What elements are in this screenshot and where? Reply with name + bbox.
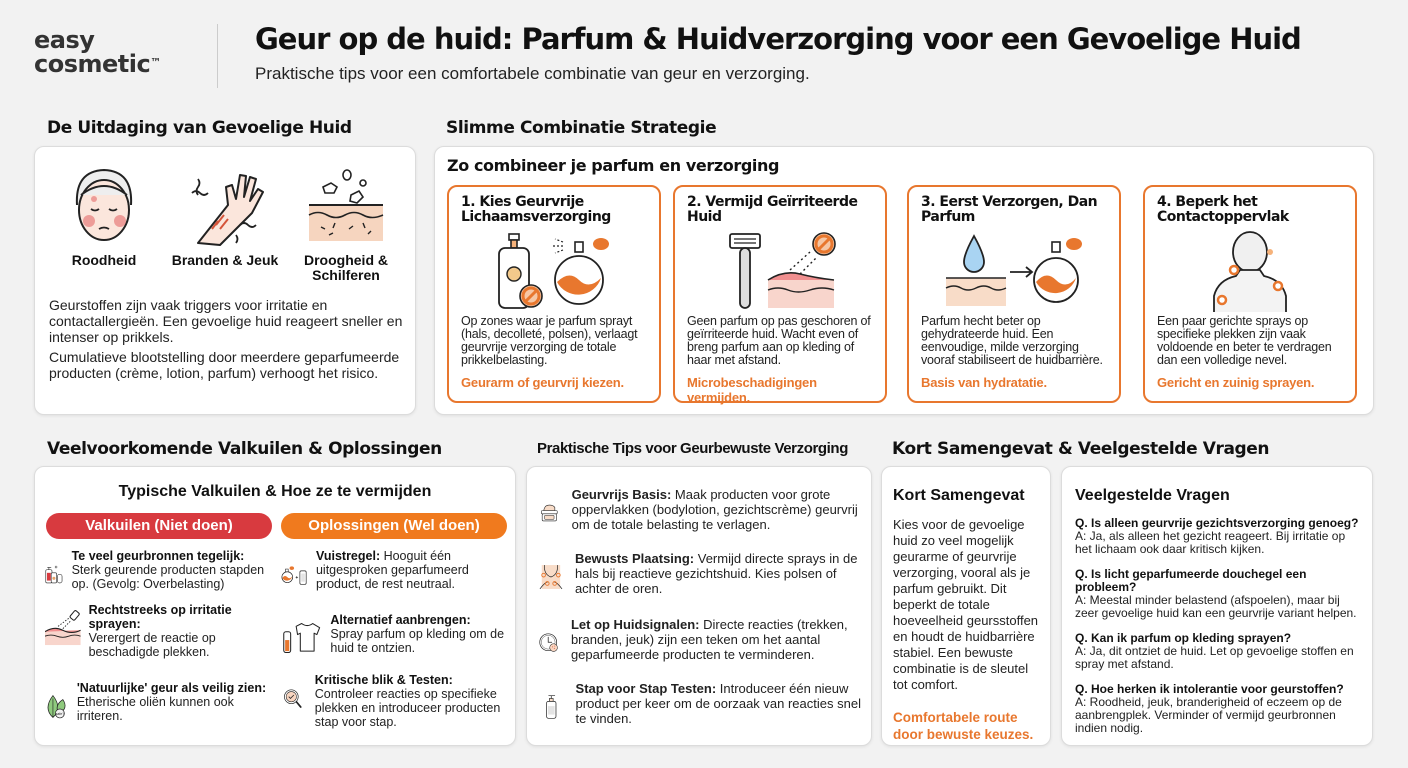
dont-header-pill: Valkuilen (Niet doen) <box>46 513 272 539</box>
pitfall-item <box>45 603 275 659</box>
svg-text:+: + <box>295 575 299 581</box>
tip-text: Maak producten voor grote oppervlakken (bodylotion, gezichtscrème) geurvrij om de totale belasting te verlagen. <box>571 487 858 532</box>
faq-question: Q. Is licht geparfumeerde douchegel een probleem? <box>1075 567 1307 594</box>
header-divider <box>217 24 218 88</box>
pitfall-text: Verergert de reactie op beschadigde plekken. <box>88 631 216 659</box>
step-title: 3. Eerst Verzorgen, Dan Parfum <box>921 194 1098 225</box>
page-subtitle: Praktische tips voor een comfortabele combinatie van geur en verzorging. <box>255 64 810 83</box>
red-face-icon <box>69 165 139 247</box>
pitfall-text: Sterk geurende producten stapden op. (Gevolg: Overbelasting) <box>71 563 265 591</box>
symptom-label: Roodheid <box>71 252 137 268</box>
tip-title: Bewusts Plaatsing: <box>574 551 695 566</box>
fragrance-free-lotion-icon <box>489 230 619 312</box>
logo-line1: easy <box>34 26 95 54</box>
solution-title: Vuistregel: <box>315 549 381 563</box>
step-title: 4. Beperk het Contactoppervlak <box>1157 194 1289 225</box>
strategy-heading: Slimme Combinatie Strategie <box>446 118 717 138</box>
faq-answer: A: Ja, als alleen het gezicht reageert. Bij irritatie op het lichaam ook daar kritisch kijken. <box>1075 529 1346 556</box>
solution-title: Kritische blik & Testen: <box>314 673 453 687</box>
challenge-card <box>34 146 416 415</box>
itchy-arm-icon <box>184 165 266 247</box>
svg-text:safe?: safe? <box>55 711 65 716</box>
step-footer: Geurarm of geurvrij kiezen. <box>461 375 624 390</box>
faq-answer: A: Meestal minder belastend (afspoelen), maar bij zeer gevoelige huid kan een geurvrije variant helpen. <box>1075 593 1357 620</box>
pitfall-title: 'Natuurlijke' geur als veilig zien: <box>76 681 267 695</box>
symptom-label: Droogheid & Schilferen <box>304 252 388 283</box>
tip-title: Geurvrijs Basis: <box>571 487 672 502</box>
faq-question: Q. Is alleen geurvrije gezichtsverzorging genoeg? <box>1075 516 1359 530</box>
step-title: 1. Kies Geurvrije Lichaamsverzorging <box>461 194 611 225</box>
tip-text: Directe reacties (trekken, branden, jeuk) zijn een teken om het aantal geparfumeerde producten te verminderen. <box>570 617 848 662</box>
pitfalls-subheading: Typische Valkuilen & Hoe ze te vermijden <box>118 483 432 500</box>
challenge-paragraph-1: Geurstoffen zijn vaak triggers voor irritatie en contactallergieën. Een gevoelige huid reageert sneller en intenser op prikkels. <box>49 297 403 345</box>
brand-logo <box>34 28 161 76</box>
step-footer: Basis van hydratatie. <box>921 375 1047 390</box>
faq-question: Q. Hoe herken ik intolerantie voor geurstoffen? <box>1075 682 1344 696</box>
summary-title: Kort Samengevat <box>893 487 1025 504</box>
tip-item <box>539 681 869 733</box>
pitfalls-heading: Veelvoorkomende Valkuilen & Oplossingen <box>47 439 442 459</box>
multiple-scented-products-icon <box>45 549 64 599</box>
tip-item <box>539 487 869 539</box>
tip-text: Introduceer één nieuw product per keer om de oorzaak van reacties snel te vinden. <box>575 681 861 726</box>
magnifier-check-icon <box>281 673 307 723</box>
pitfall-title: Rechtstreeks op irritatie sprayen: <box>88 603 232 631</box>
strategy-card <box>434 146 1374 415</box>
symptom-dryness <box>291 165 401 283</box>
natural-leaf-safe-question-icon <box>45 681 69 731</box>
solution-item <box>281 673 511 729</box>
page-title: Geur op de huid: Parfum & Huidverzorging voor een Gevoelige Huid <box>255 22 1301 56</box>
clock-skin-signal-icon <box>539 617 559 669</box>
step-footer: Microbeschadigingen vermijden. <box>687 375 817 405</box>
faq-item <box>1075 632 1359 671</box>
faq-card <box>1061 466 1373 746</box>
summary-heading: Kort Samengevat & Veelgestelde Vragen <box>892 439 1270 459</box>
faq-answer: A: Roodheid, jeuk, branderigheid of eczeem op de aanbrengplek. Verminder of vermijd geurbronnen indien nodig. <box>1075 695 1342 735</box>
faq-question: Q. Kan ik parfum op kleding sprayen? <box>1075 631 1292 645</box>
tip-text: Vermijd directe sprays in de hals bij reactieve gezichtshuid. Kies polsen of achter de oren. <box>574 551 858 596</box>
solution-text: Hooguit één uitgesproken geparfumeerd product, de rest neutraal. <box>315 549 469 591</box>
challenge-heading: De Uitdaging van Gevoelige Huid <box>47 118 352 138</box>
step-text: Parfum hecht beter op gehydrateerde huid. Een eenvoudige, milde verzorging vooraf stabiliseert de huidbarrière. <box>921 314 1103 367</box>
symptom-label: Branden & Jeuk <box>171 252 279 268</box>
solution-item <box>281 549 511 599</box>
tips-card <box>526 466 872 746</box>
pump-bottle-icon <box>539 681 564 733</box>
summary-card <box>881 466 1051 746</box>
tip-item <box>539 551 869 603</box>
logo-line2: cosmetic <box>34 50 151 78</box>
pitfall-item <box>45 549 275 599</box>
tip-title: Stap voor Stap Testen: <box>575 681 717 696</box>
solution-text: Controleer reacties op specifieke plekken en introduceer producten stap voor stap. <box>314 687 501 729</box>
step-text: Geen parfum op pas geschoren of geïrriteerde huid. Wacht even of breng parfum aan op kleding of haar met afstand. <box>687 314 871 367</box>
solution-item <box>281 613 511 663</box>
faq-item <box>1075 568 1359 620</box>
step-text: Een paar gerichte sprays op specifieke plekken zijn vaak voldoende en beter te verdragen dan een volledige nevel. <box>1157 314 1332 367</box>
pitfalls-card <box>34 466 516 746</box>
cream-jar-icon <box>539 487 560 539</box>
pitfall-title: Te veel geurbronnen tegelijk: <box>71 549 245 563</box>
spray-on-irritation-icon <box>45 603 81 653</box>
strategy-step-3 <box>907 185 1121 403</box>
faq-item <box>1075 517 1359 556</box>
step-text: Op zones waar je parfum sprayt (hals, decolleté, polsen), verlaagt geurvrije verzorging de totale prikkelbelasting. <box>461 314 638 367</box>
faq-title: Veelgestelde Vragen <box>1075 487 1230 504</box>
symptom-redness <box>49 165 159 283</box>
faq-item <box>1075 683 1359 735</box>
tip-item <box>539 617 869 669</box>
summary-footer: Comfortabele route door bewuste keuzes. <box>893 710 1034 742</box>
hydrate-then-perfume-icon <box>944 230 1084 312</box>
trademark: ™ <box>150 56 161 69</box>
step-footer: Gericht en zuinig sprayen. <box>1157 375 1315 390</box>
do-header-pill: Oplossingen (Wel doen) <box>281 513 507 539</box>
challenge-paragraph-2: Cumulatieve blootstelling door meerdere geparfumeerde producten (crème, lotion, parfum) verhoogt het risico. <box>49 349 400 381</box>
step-title: 2. Vermijd Geïrriteerde Huid <box>687 194 858 225</box>
spray-on-clothing-icon <box>281 613 322 663</box>
strategy-step-1 <box>447 185 661 403</box>
tip-title: Let op Huidsignalen: <box>570 617 700 632</box>
strategy-step-4 <box>1143 185 1357 403</box>
flaky-skin-icon <box>305 165 387 247</box>
tips-heading: Praktische Tips voor Geurbewuste Verzorging <box>537 440 848 457</box>
strategy-step-2 <box>673 185 887 403</box>
solution-text: Spray parfum op kleding om de huid te ontzien. <box>330 627 505 655</box>
symptom-burning-itch <box>170 165 280 283</box>
neck-application-points-icon <box>539 551 563 603</box>
faq-answer: A: Ja, dit ontziet de huid. Let op gevoelige stoffen en spray met afstand. <box>1075 644 1354 671</box>
razor-irritated-skin-icon <box>720 230 840 312</box>
summary-text: Kies voor de gevoelige huid zo veel mogelijk geurarme of geurvrije verzorging, vooral als je parfum gebruikt. Dit beperkt de totale hoeveelheid geursstoffen en houdt de huidbarrière stabiel. Een bewuste combinatie is de sleutel tot comfort. <box>893 517 1039 692</box>
strategy-subheading: Zo combineer je parfum en verzorging <box>447 156 780 175</box>
pitfall-text: Etherische oliën kunnen ook irriteren. <box>76 695 234 723</box>
targeted-spray-points-icon <box>1200 230 1300 312</box>
pitfall-item <box>45 681 275 731</box>
solution-title: Alternatief aanbrengen: <box>330 613 471 627</box>
one-perfume-plus-neutral-icon <box>281 549 308 599</box>
